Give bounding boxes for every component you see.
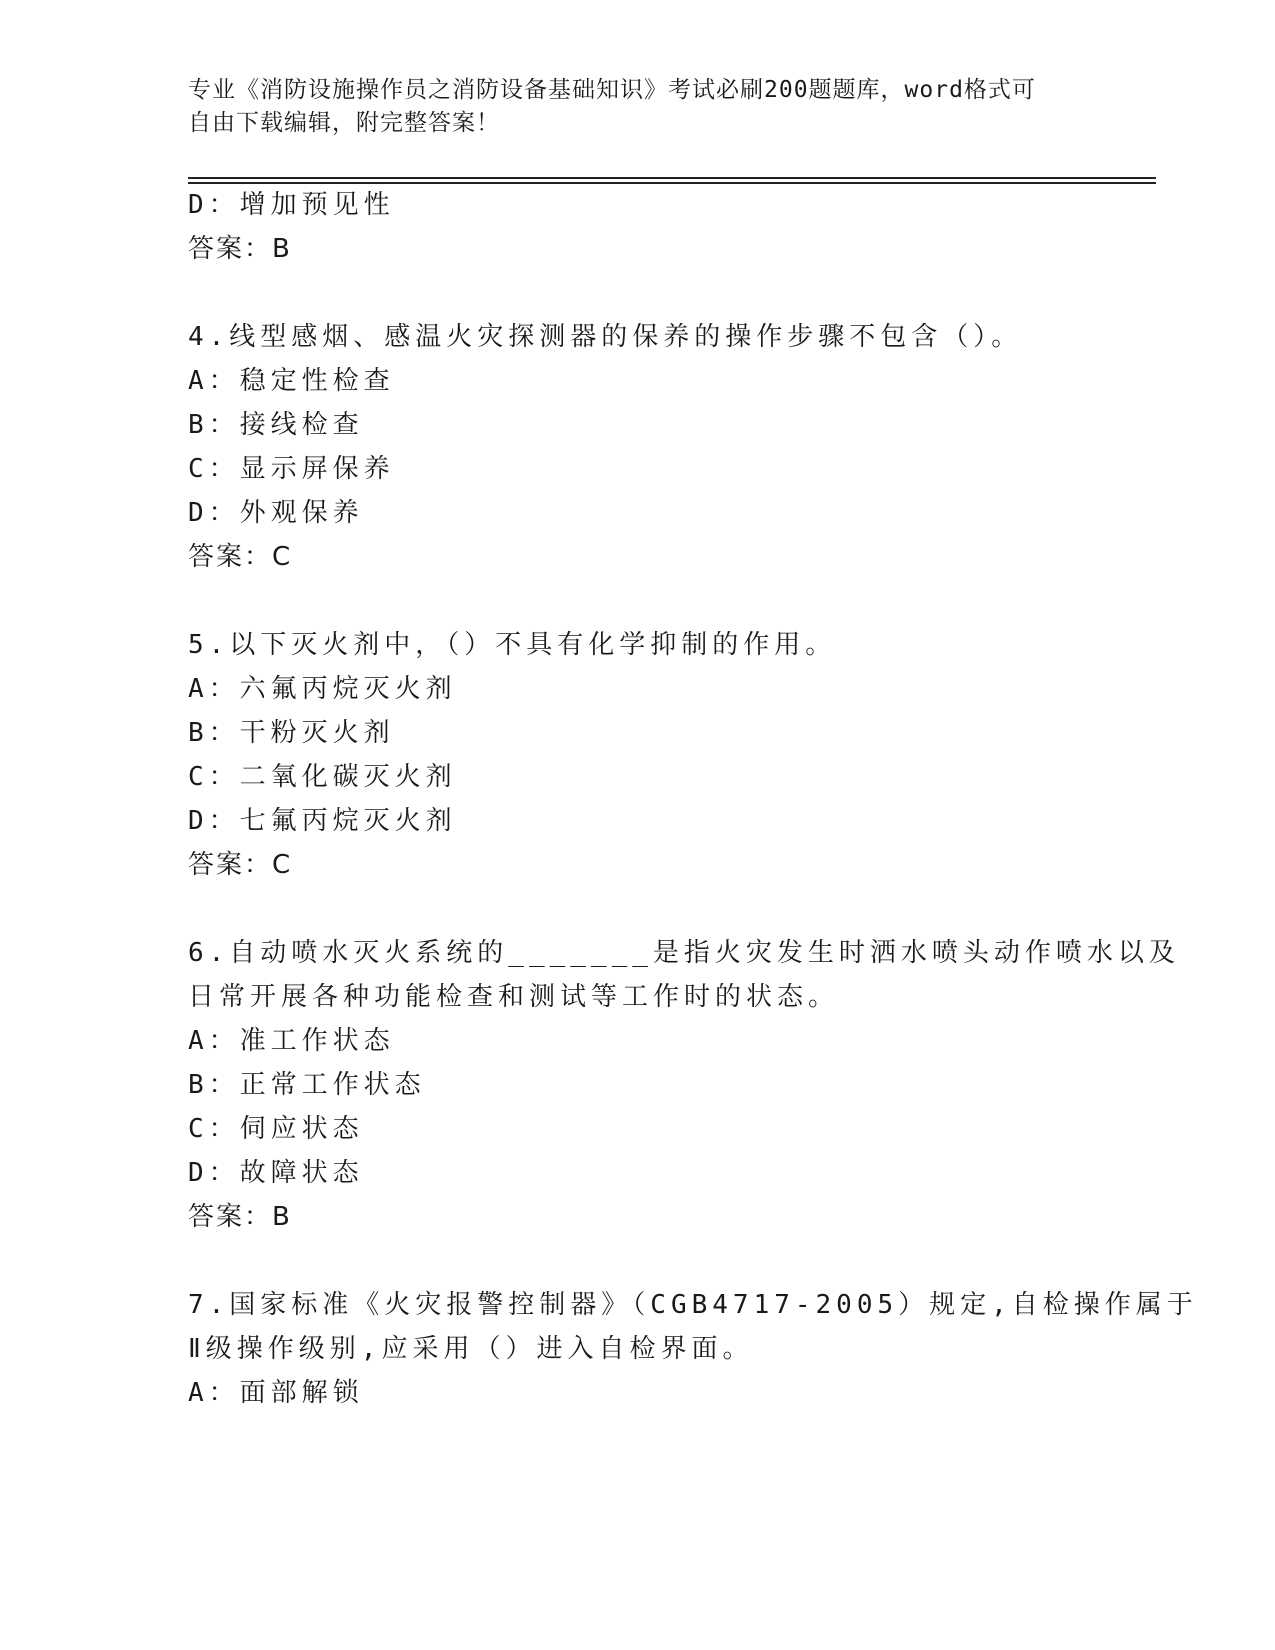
header-divider-bottom: [188, 182, 1156, 184]
document-header: [188, 74, 1088, 140]
q4-answer: 答案：C: [188, 542, 293, 572]
q5-answer: 答案：C: [188, 850, 293, 880]
q4-option-c: C：显示屏保养: [188, 454, 395, 484]
q6-option-d: D：故障状态: [188, 1158, 364, 1188]
q6-option-b: B：正常工作状态: [188, 1070, 426, 1100]
header-line-2: 自由下载编辑，附完整答案！: [188, 110, 500, 136]
q7-stem-line-1: 7.国家标准《火灾报警控制器》（CGB4717-2005）规定,自检操作属于: [188, 1290, 1198, 1320]
q5-stem: 5.以下灭火剂中，（）不具有化学抑制的作用。: [188, 630, 837, 660]
q4-stem: 4.线型感烟、感温火灾探测器的保养的操作步骤不包含（）。: [188, 322, 1023, 352]
header-divider-top: [188, 177, 1156, 179]
q5-option-d: D：七氟丙烷灭火剂: [188, 806, 457, 836]
prev-answer: 答案：B: [188, 234, 292, 264]
q4-option-d: D：外观保养: [188, 498, 364, 528]
q4-option-b: B：接线检查: [188, 410, 364, 440]
q6-stem-line-2: 日常开展各种功能检查和测试等工作时的状态。: [188, 982, 840, 1012]
q5-option-a: A：六氟丙烷灭火剂: [188, 674, 457, 704]
q4-option-a: A：稳定性检查: [188, 366, 395, 396]
q6-answer: 答案：B: [188, 1202, 292, 1232]
q7-option-a: A：面部解锁: [188, 1378, 364, 1408]
q6-option-c: C：伺应状态: [188, 1114, 364, 1144]
q6-option-a: A：准工作状态: [188, 1026, 395, 1056]
q7-stem-line-2: Ⅱ级操作级别,应采用（）进入自检界面。: [188, 1334, 754, 1364]
prev-option-d: D：增加预见性: [188, 190, 395, 220]
q6-stem-line-1: 6.自动喷水灭火系统的_______是指火灾发生时洒水喷头动作喷水以及: [188, 938, 1180, 968]
q5-option-b: B：干粉灭火剂: [188, 718, 395, 748]
header-line-1: 专业《消防设施操作员之消防设备基础知识》考试必刷200题题库，word格式可: [188, 77, 1036, 103]
q5-option-c: C：二氧化碳灭火剂: [188, 762, 457, 792]
